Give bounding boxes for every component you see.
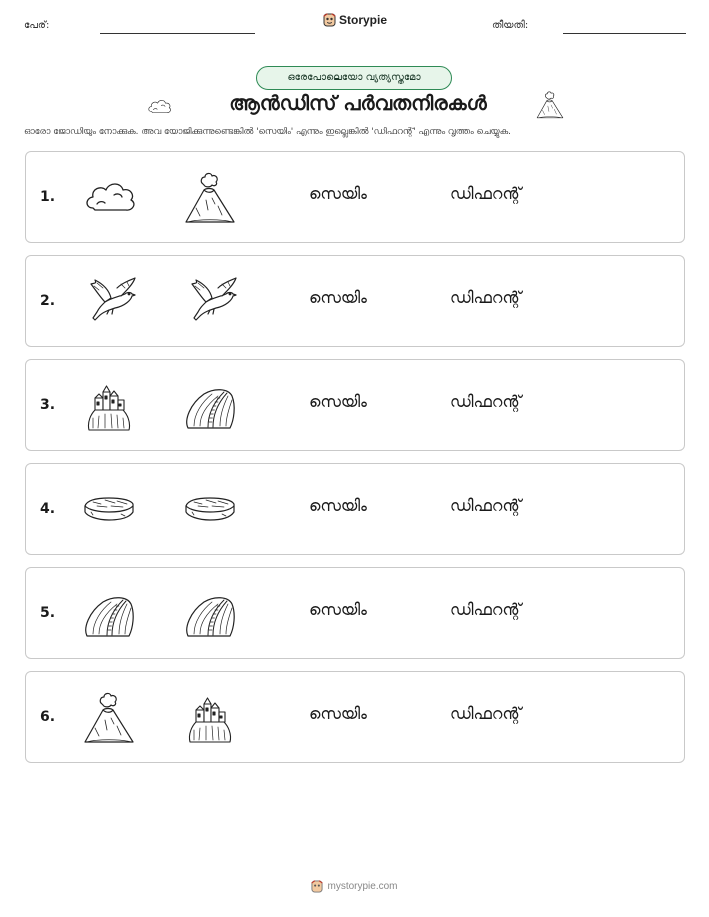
question-row: [25, 151, 685, 243]
different-option[interactable]: ഡിഫറന്റ്: [450, 600, 522, 619]
question-number: 6.: [40, 709, 56, 725]
question-number: 2.: [40, 293, 56, 309]
different-option[interactable]: ഡിഫറന്റ്: [450, 184, 522, 203]
question-row: [25, 255, 685, 347]
question-row: [25, 359, 685, 451]
same-option[interactable]: സെയിം: [309, 496, 367, 515]
date-write-line[interactable]: [563, 33, 686, 34]
same-option[interactable]: സെയിം: [309, 184, 367, 203]
hill-town-icon: [81, 378, 137, 434]
footer: [0, 880, 709, 893]
question-number: 1.: [40, 189, 56, 205]
question-number: 5.: [40, 605, 56, 621]
question-row: [25, 671, 685, 763]
question-number: 4.: [40, 501, 56, 517]
instructions: ഓരോ ജോഡിയും നോക്കുക. അവ യോജിക്കുന്നുണ്ടെങ്കിൽ 'സെയിം' എന്നും ഇല്ലെങ്കിൽ 'ഡിഫറന്റ്' എന്നും വൃത്തം ചെയ്യുക.: [24, 127, 511, 137]
cloud-icon: [146, 96, 172, 116]
footer-url[interactable]: mystorypie.com: [327, 881, 398, 892]
name-label: പേര്:: [24, 20, 50, 31]
storypie-mascot-icon: [323, 13, 336, 27]
different-option[interactable]: ഡിഫറന്റ്: [450, 392, 522, 411]
title-row: [0, 88, 709, 122]
hill-town-icon: [182, 690, 238, 746]
question-row: [25, 567, 685, 659]
page-title: ആൻഡിസ് പർവതനിരകൾ: [229, 91, 487, 115]
rock-slab-icon: [182, 482, 238, 538]
different-option[interactable]: ഡിഫറന്റ്: [450, 704, 522, 723]
worksheet-type-badge: ഒരേപോലെയോ വ്യത്യസ്തമോ: [256, 66, 452, 90]
rock-slab-icon: [81, 482, 137, 538]
terraced-hill-icon: [81, 586, 137, 642]
different-option[interactable]: ഡിഫറന്റ്: [450, 288, 522, 307]
cloud-icon: [81, 170, 137, 226]
bird-icon: [182, 274, 238, 330]
storypie-mascot-icon: [311, 880, 323, 893]
brand-name: Storypie: [339, 13, 388, 27]
same-option[interactable]: സെയിം: [309, 704, 367, 723]
same-option[interactable]: സെയിം: [309, 288, 367, 307]
volcano-icon: [182, 170, 238, 226]
different-option[interactable]: ഡിഫറന്റ്: [450, 496, 522, 515]
question-row: [25, 463, 685, 555]
bird-icon: [81, 274, 137, 330]
volcano-icon: [535, 90, 565, 120]
brand-logo: [323, 13, 387, 27]
question-number: 3.: [40, 397, 56, 413]
terraced-hill-icon: [182, 586, 238, 642]
name-write-line[interactable]: [100, 33, 255, 34]
terraced-hill-icon: [182, 378, 238, 434]
date-label: തീയതി:: [492, 20, 529, 31]
same-option[interactable]: സെയിം: [309, 392, 367, 411]
worksheet-header: [0, 12, 709, 42]
same-option[interactable]: സെയിം: [309, 600, 367, 619]
volcano-icon: [81, 690, 137, 746]
